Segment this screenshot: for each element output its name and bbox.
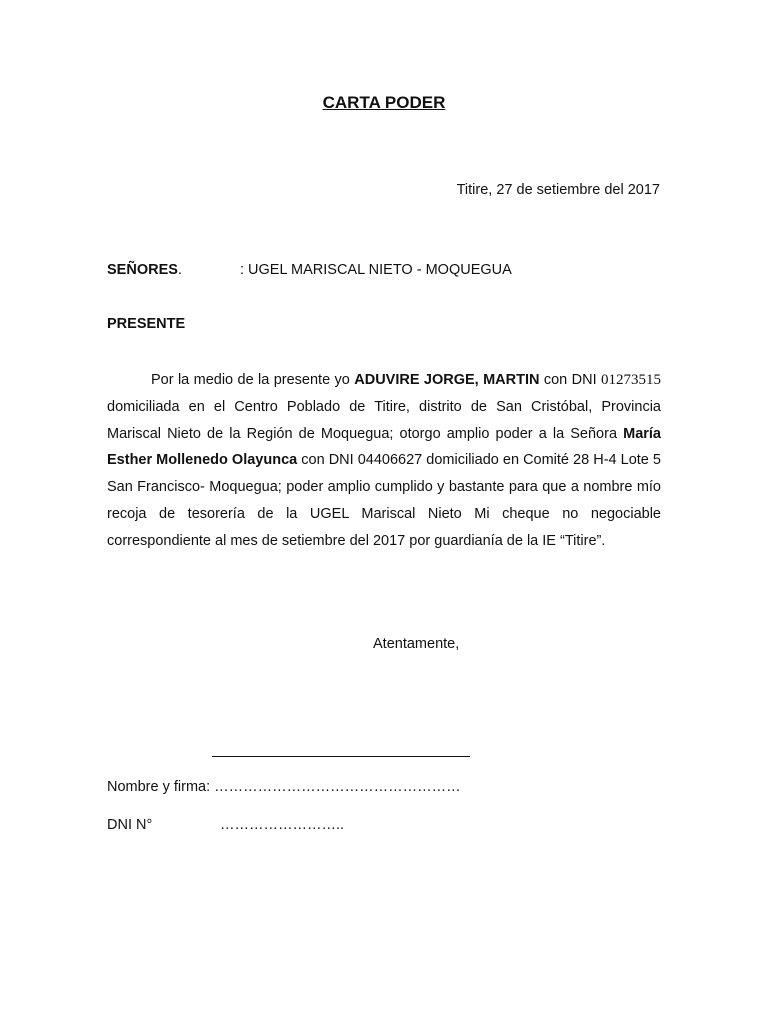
grantor-dni: 01273515 bbox=[601, 372, 661, 388]
letter-body: Por la medio de la presente yo ADUVIRE JORGE, MARTIN con DNI 01273515 domiciliada en el Centro Poblado de Titire, distrito de San Cristóbal, Provincia Mariscal Nieto de la Región de Moquegua; otorgo amplio poder a la Señora María Esther Mollenedo Olayunca con DNI 04406627 domiciliado en Comité 28 H-4 Lote 5 San Francisco- Moquegua; poder amplio cumplido y bastante para que a nombre mío recoja de tesorería de la UGEL Mariscal Nieto Mi cheque no negociable correspondiente al mes de setiembre del 2017 por guardianía de la IE “Titire”. bbox=[107, 372, 661, 549]
signature-line bbox=[212, 746, 470, 757]
dni-blank: …………………….. bbox=[220, 817, 345, 833]
recipient-label: SEÑORES. bbox=[107, 262, 182, 278]
grantor-name: ADUVIRE JORGE, MARTIN bbox=[354, 372, 540, 388]
dni-label: DNI N° bbox=[107, 817, 153, 833]
letter-title: CARTA PODER bbox=[322, 93, 446, 112]
agent-name: María Esther Mollenedo Olayunca bbox=[107, 425, 661, 469]
presente-heading: PRESENTE bbox=[107, 316, 186, 332]
closing: Atentamente, bbox=[373, 636, 460, 652]
place-date: Titire, 27 de setiembre del 2017 bbox=[456, 182, 660, 198]
nombre-firma-label: Nombre y firma: …………………………………………… bbox=[107, 779, 461, 795]
recipient-value: : UGEL MARISCAL NIETO - MOQUEGUA bbox=[240, 262, 512, 278]
